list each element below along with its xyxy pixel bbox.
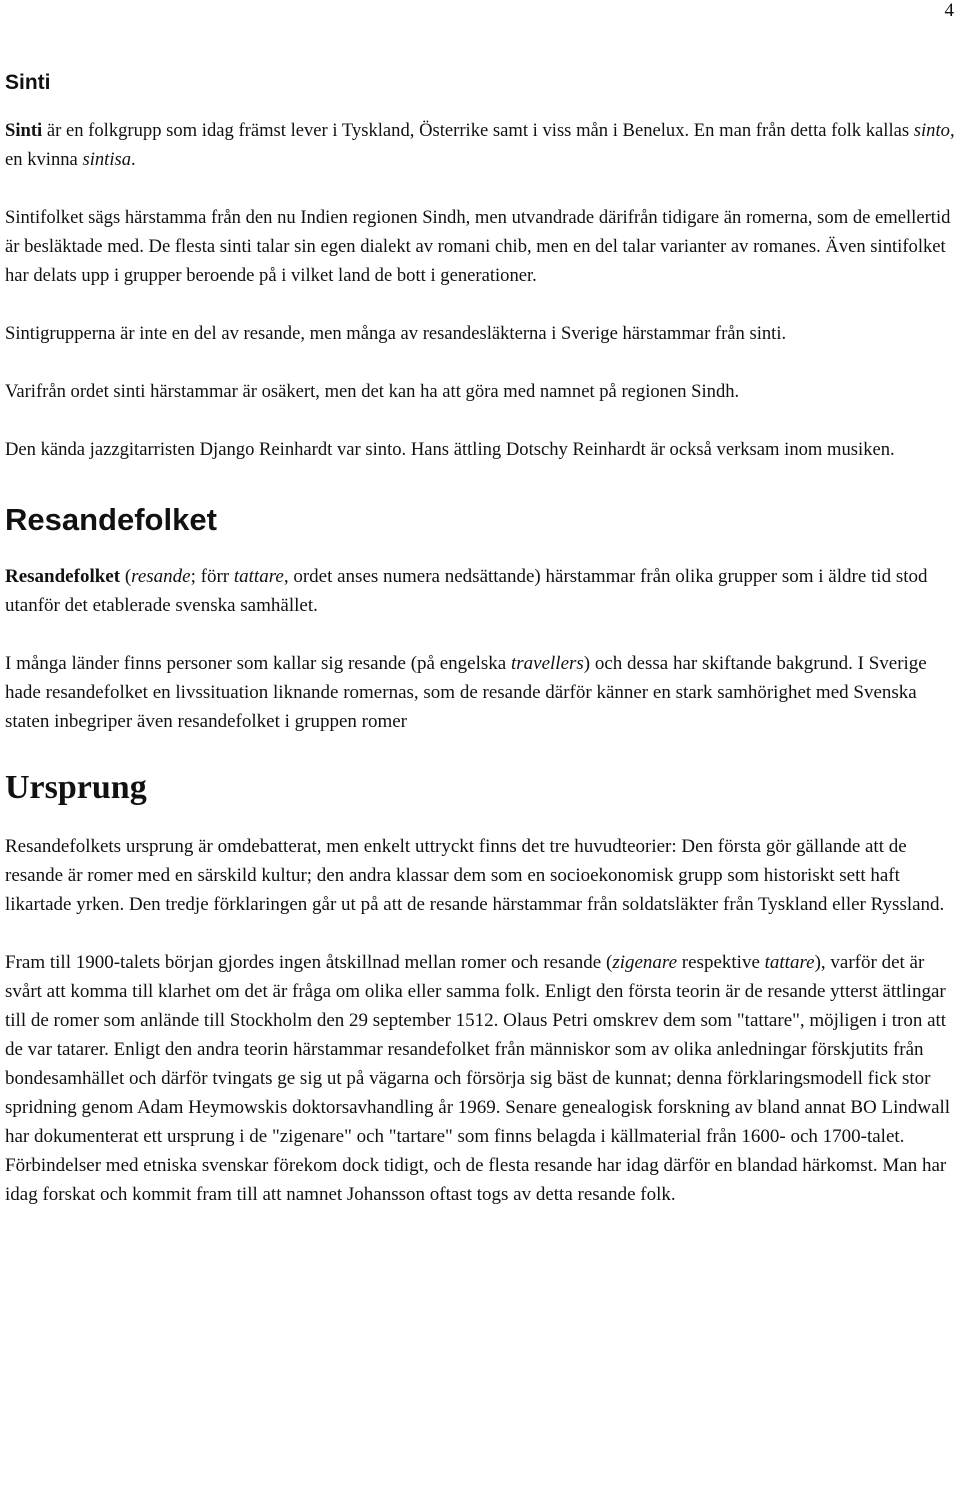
paragraph-ursprung-theories: Resandefolkets ursprung är omdebatterat, men enkelt uttryckt finns det tre huvudteorier: Den första gör gällande att de resande är romer med en särskild kultur; den andra klassar dem som en socioekonomisk grupp som historiskt sett haft likartade yrken. Den tredje förklaringen går ut på att de resande härstammar från soldatsläkter från Tyskland eller Ryssland.: [5, 836, 945, 915]
paragraph-sinti-music: Den kända jazzgitarristen Django Reinhardt var sinto. Hans ättling Dotschy Reinhardt är också verksam inom musiken.: [5, 439, 895, 460]
term-sinto: sinto: [913, 120, 950, 141]
term-travellers: travellers: [510, 653, 584, 674]
paragraph-sinti-groups: Sintigrupperna är inte en del av resande, men många av resandesläkterna i Sverige härstammar från sinti.: [5, 323, 787, 344]
heading-resandefolket: Resandefolket: [5, 502, 217, 537]
paragraph-ursprung-history: Fram till 1900-talets början gjordes ingen åtskillnad mellan romer och resande (zigenare respektive tattare), varför det är svårt att komma till klarhet om det är fråga om olika eller samma folk. Enligt den första teorin är de resande ytterst ättlingar till de romer som anlände till Stockholm den 29 september 1512. Olaus Petri omskrev dem som "tattare", möjligen i tron att de var tatarer. Enligt den andra teorin härstammar resandefolket från människor som av olika anledningar förskjutits från bondesamhället och därför tvingats ge sig ut på vägarna och försörja sig bäst de kunnat; denna förklaringsmodell fick stor spridning genom Adam Heymowskis doktorsavhandling år 1969. Senare genealogisk forskning av bland annat BO Lindwall har dokumenterat ett ursprung i de "zigenare" och "tartare" som finns belagda i källmaterial från 1600- och 1700-talet. Förbindelser med etniska svenskar förekom dock tidigt, och de flesta resande har idag därför en blandad härkomst. Man har idag forskat och kommit fram till att namnet Johansson oftast togs av detta resande folk.: [5, 952, 951, 1205]
page-number: 4: [944, 0, 954, 21]
document-page: [5, 62, 957, 1209]
paragraph-sinti-word: Varifrån ordet sinti härstammar är osäkert, men det kan ha att göra med namnet på regionen Sindh.: [5, 381, 740, 402]
heading-sinti: Sinti: [5, 71, 51, 94]
term-sinti: Sinti: [5, 120, 43, 141]
term-tattare: tattare: [233, 566, 284, 587]
paragraph-resandefolket-intro: Resandefolket (resande; förr tattare, ordet anses numera nedsättande) härstammar från olika grupper som i äldre tid stod utanför det etablerade svenska samhället.: [5, 566, 928, 616]
term-zigenare: zigenare: [612, 952, 678, 973]
paragraph-resandefolket-background: I många länder finns personer som kallar sig resande (på engelska travellers) och dessa har skiftande bakgrund. I Sverige hade resandefolket en livssituation liknande romernas, som de resande därför känner en stark samhörighet med Svenska staten inbegriper även resandefolket i gruppen romer: [5, 653, 927, 732]
term-resande: resande: [131, 566, 191, 587]
paragraph-sinti-intro: Sinti är en folkgrupp som idag främst lever i Tyskland, Österrike samt i viss mån i Benelux. En man från detta folk kallas sinto, en kvinna sintisa.: [5, 120, 955, 170]
paragraph-sinti-origin: Sintifolket sägs härstamma från den nu Indien regionen Sindh, men utvandrade därifrån tidigare än romerna, som de emellertid är besläktade med. De flesta sinti talar sin egen dialekt av romani chib, men en del talar varianter av romanes. Även sintifolket har delats upp i grupper beroende på i vilket land de bott i generationer.: [5, 207, 951, 286]
heading-ursprung: Ursprung: [5, 769, 147, 806]
term-resandefolket: Resandefolket: [5, 566, 121, 587]
term-sintisa: sintisa: [82, 149, 132, 170]
term-tattare-2: tattare: [764, 952, 815, 973]
